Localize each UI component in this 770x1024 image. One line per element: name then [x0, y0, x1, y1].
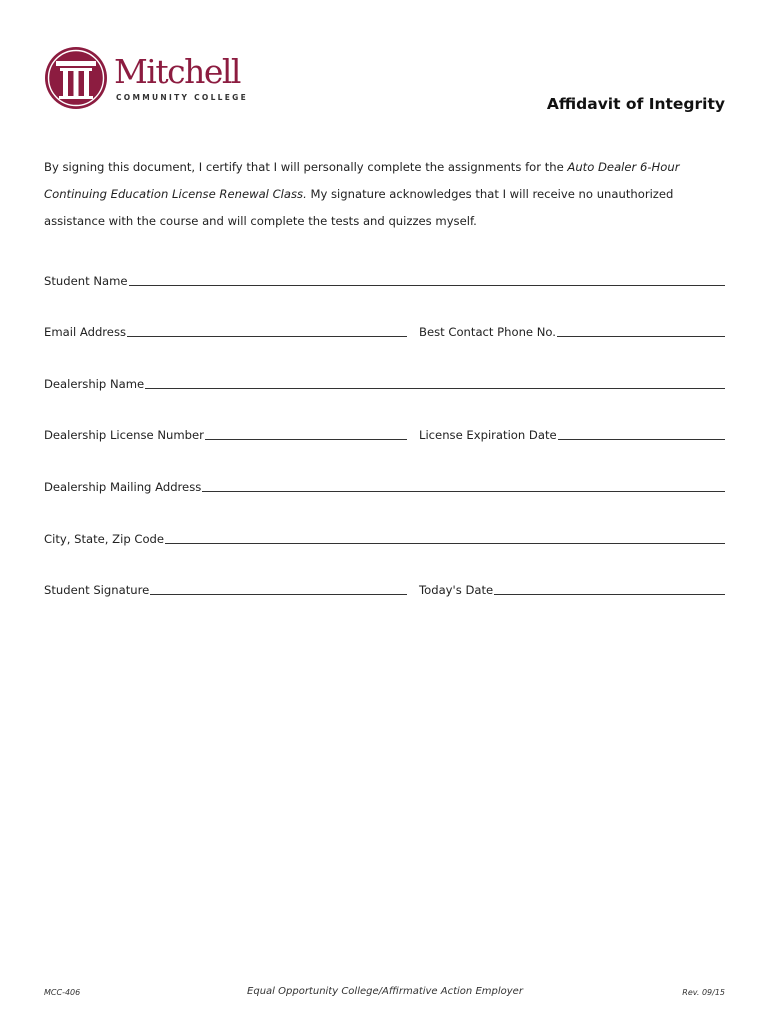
dealership-name-field[interactable] — [44, 375, 725, 391]
dealership-name-line[interactable] — [145, 387, 725, 389]
college-logo — [44, 46, 249, 112]
todays-date-line[interactable] — [494, 593, 725, 595]
dealership-mailing-address-label: Dealership Mailing Address — [44, 480, 202, 494]
intro-text-end: My signature acknowledges that I will receive no unauthorized assistance with the course and will complete the tests and quizzes myself. — [44, 187, 674, 228]
city-state-zip-label: City, State, Zip Code — [44, 532, 165, 546]
student-signature-line[interactable] — [150, 593, 407, 595]
intro-text-start: By signing this document, I certify that I will personally complete the assignments for the — [44, 160, 568, 174]
todays-date-label: Today's Date — [419, 583, 494, 597]
license-expiration-date-label: License Expiration Date — [419, 428, 557, 442]
license-expiration-date-field[interactable] — [419, 426, 725, 442]
best-contact-phone-field[interactable] — [419, 323, 725, 339]
student-name-field[interactable] — [44, 272, 725, 288]
email-address-field[interactable] — [44, 323, 407, 339]
city-state-zip-line[interactable] — [165, 542, 725, 544]
student-signature-label: Student Signature — [44, 583, 150, 597]
todays-date-field[interactable] — [419, 581, 725, 597]
intro-paragraph — [44, 154, 734, 235]
license-expiration-date-line[interactable] — [558, 438, 725, 440]
form-code: MCC-406 — [44, 988, 81, 997]
dealership-mailing-address-line[interactable] — [202, 490, 725, 492]
student-name-label: Student Name — [44, 274, 128, 288]
email-address-line[interactable] — [127, 335, 407, 337]
equal-opportunity-statement: Equal Opportunity College/Affirmative Action Employer — [247, 986, 523, 997]
email-address-label: Email Address — [44, 325, 127, 339]
logo-subtitle: COMMUNITY COLLEGE — [116, 93, 249, 102]
dealership-mailing-address-field[interactable] — [44, 478, 725, 494]
best-contact-phone-line[interactable] — [557, 335, 725, 337]
dealership-license-number-label: Dealership License Number — [44, 428, 204, 442]
student-signature-field[interactable] — [44, 581, 407, 597]
dealership-license-number-field[interactable] — [44, 426, 407, 442]
course-name: Auto Dealer 6-Hour Continuing Education License Renewal Class. — [44, 160, 680, 201]
dealership-license-number-line[interactable] — [205, 438, 407, 440]
dealership-name-label: Dealership Name — [44, 377, 145, 391]
revision-date: Rev. 09/15 — [682, 988, 725, 997]
best-contact-phone-label: Best Contact Phone No. — [419, 325, 556, 339]
document-title: Affidavit of Integrity — [546, 95, 725, 113]
column-emblem-icon — [44, 46, 108, 110]
student-name-line[interactable] — [129, 284, 725, 286]
logo-wordmark: Mitchell — [114, 52, 240, 91]
city-state-zip-field[interactable] — [44, 530, 725, 546]
